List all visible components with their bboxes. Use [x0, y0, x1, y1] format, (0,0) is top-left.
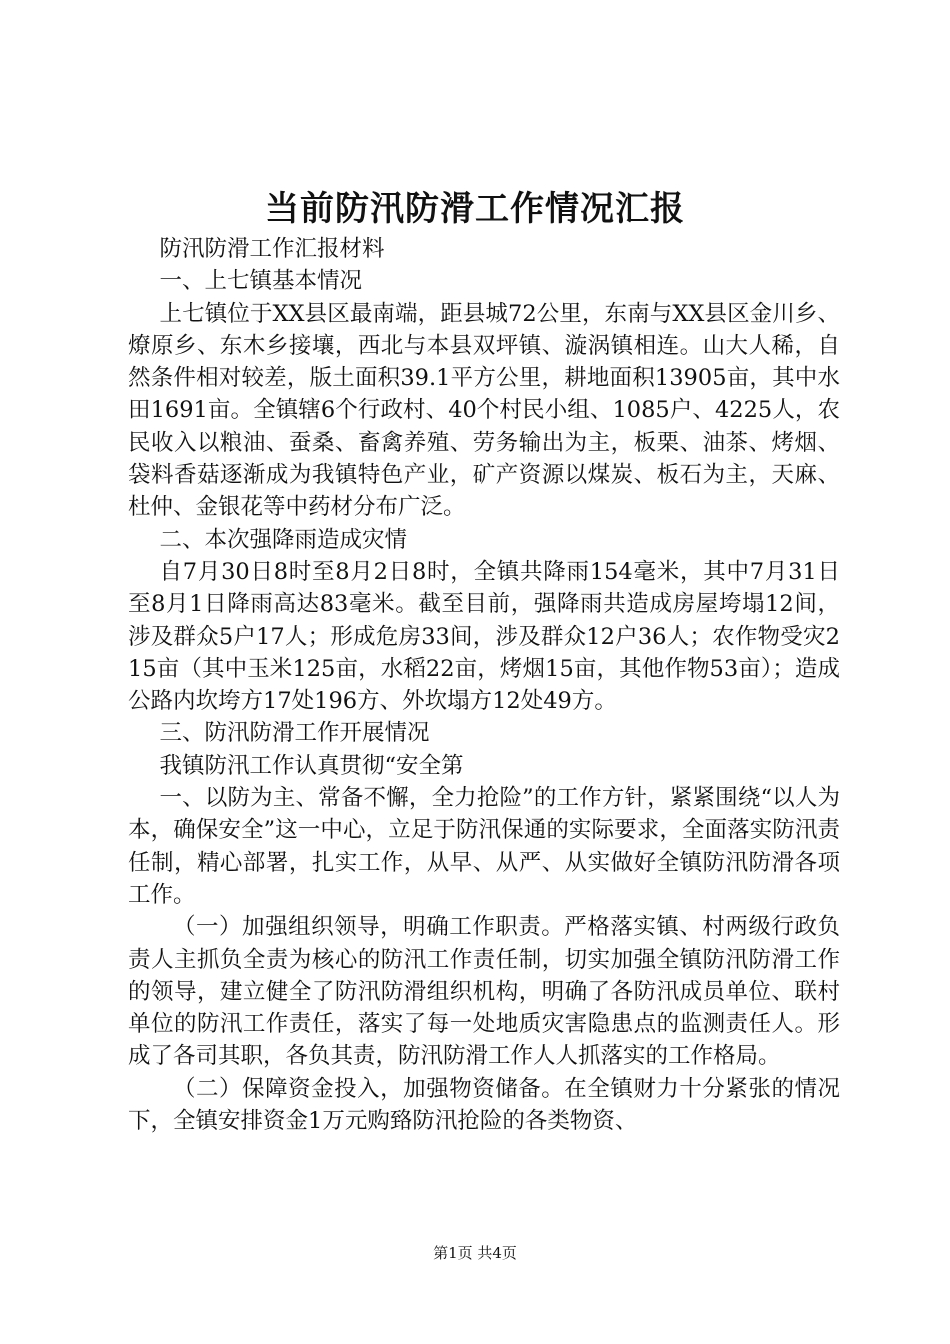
paragraph-policy-detail: 一、以防为主、常备不懈，全力抢险”的工作方针，紧紧围绕“以人为本，确保安全”这一中心，立足于防汛保通的实际要求，全面落实防汛责任制，精心部署，扎实工作，从早、从严、从实做好全镇防汛防滑各项工作。: [128, 785, 840, 908]
paragraph-organization: （一）加强组织领导，明确工作职责。严格落实镇、村两级行政负责人主抓负全责为核心的防汛工作责任制，切实加强全镇防汛防滑工作的领导，建立健全了防汛防滑组织机构，明确了各防汛成员单位、联村单位的防汛工作责任，落实了每一处地质灾害隐患点的监测责任人。形成了各司其职，各负其责，防汛防滑工作人人抓落实的工作格局。: [128, 914, 840, 1070]
paragraph-disaster-report: 自7月30日8时至8月2日8时，全镇共降雨154毫米，其中7月31日至8月1日降雨高达83毫米。截至目前，强降雨共造成房屋垮塌12间，涉及群众5户17人；形成危房33间，涉及群众12户36人；农作物受灾215亩（其中玉米125亩，水稻22亩，烤烟15亩，其他作物53亩）；造成公路内坎垮方17处196方、外坎塌方12处49方。: [128, 558, 840, 715]
document-body: [128, 233, 840, 1137]
paragraph-subtitle: 防汛防滑工作汇报材料: [159, 236, 385, 262]
paragraph-funding: （二）保障资金投入，加强物资储备。在全镇财力十分紧张的情况下，全镇安排资金1万元购臵防汛抢险的各类物资、: [128, 1075, 840, 1135]
page-number-footer: 第1页 共4页: [433, 1244, 517, 1262]
document-title: 当前防汛防滑工作情况汇报: [265, 189, 685, 229]
paragraph-policy-intro: 我镇防汛工作认真贯彻“安全第: [159, 752, 464, 779]
paragraph-town-overview: 上七镇位于XX县区最南端，距县城72公里，东南与XX县区金川乡、燎原乡、东木乡接壤，西北与本县双坪镇、漩涡镇相连。山大人稀，自然条件相对较差，版土面积39.1平方公里，耕地面积13905亩，其中水田1691亩。全镇辖6个行政村、40个村民小组、1085户、4225人，农民收入以粮油、蚕桑、畜禽养殖、劳务输出为主，板栗、油茶、烤烟、袋料香菇逐渐成为我镇特色产业，矿产资源以煤炭、板石为主，天麻、杜仲、金银花等中药材分布广泛。: [128, 300, 840, 521]
heading-section-3: 三、防汛防滑工作开展情况: [159, 720, 430, 747]
heading-section-2: 二、本次强降雨造成灾情: [159, 526, 408, 553]
heading-section-1: 一、上七镇基本情况: [159, 268, 363, 295]
